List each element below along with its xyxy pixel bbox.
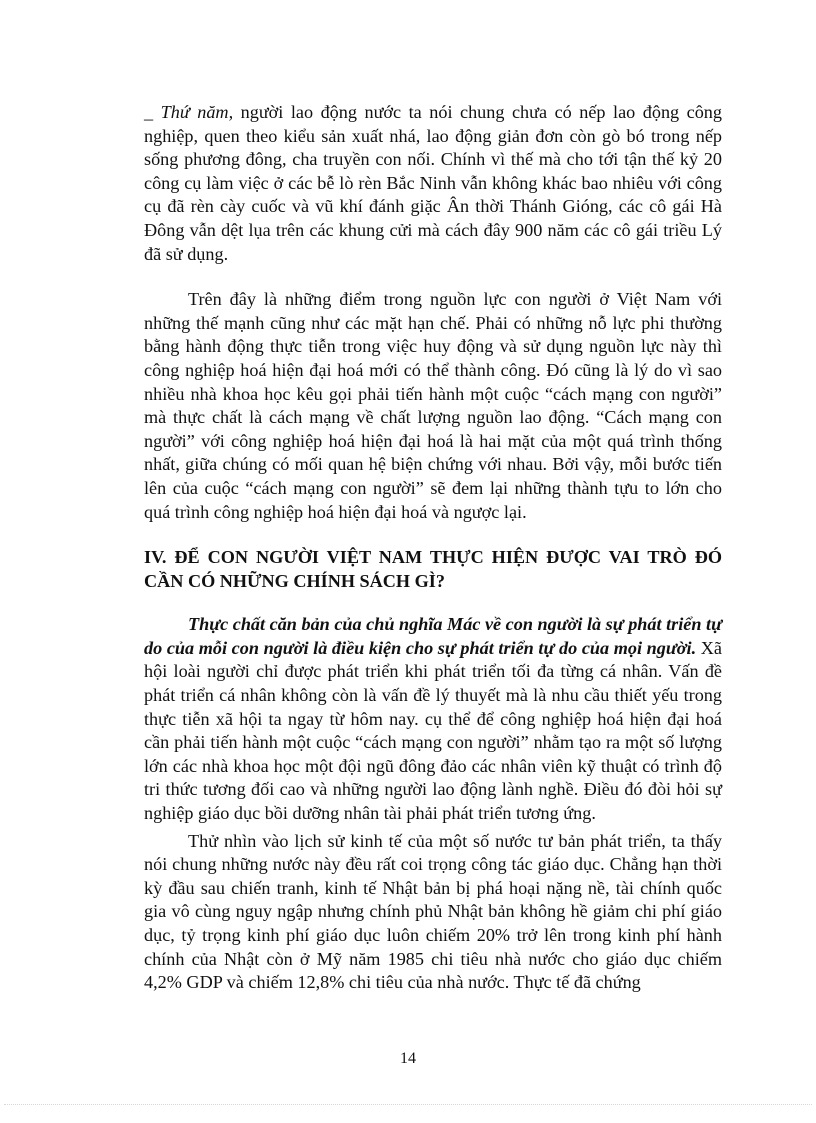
paragraph-marx-thesis xyxy=(144,613,722,825)
section-heading: IV. ĐỂ CON NGƯỜI VIỆT NAM THỰC HIỆN ĐƯỢC VAI TRÒ ĐÓ CẦN CÓ NHỮNG CHÍNH SÁCH GÌ? xyxy=(144,547,722,591)
fifth-point-text: người lao động nước ta nói chung chưa có nếp lao động công nghiệp, quen theo kiểu sản xuất nhá, lao động giản đơn còn gò bó trong nếp sống phương đông, cha truyền con nối. Chính vì thế mà cho tới tận thế kỷ 20 công cụ làm việc ở các bễ lò rèn Bắc Ninh vẫn không khác bao nhiêu với công cụ đã rèn cày cuốc và vũ khí đánh giặc Ân thời Thánh Gióng, các cô gái Hà Đông vẫn dệt lụa trên các khung cửi mà cách đây 900 năm các cô gái triều Lý đã sử dụng. xyxy=(144,102,722,264)
paragraph-economic-history: Thử nhìn vào lịch sử kinh tế của một số nước tư bản phát triển, ta thấy nói chung những nước này đều rất coi trọng công tác giáo dục. Chẳng hạn thời kỳ đầu sau chiến tranh, kinh tế Nhật bản bị phá hoại nặng nề, tài chính quốc gia vô cùng nguy ngập nhưng chính phủ Nhật bản không hề giảm chi phí giáo dục, tỷ trọng kinh phí giáo dục luôn chiếm 20% trở lên trong kinh phí hành chính của Nhật còn ở Mỹ năm 1985 chi tiêu nhà nước cho giáo dục chiếm 4,2% GDP và chiếm 12,8% chi tiêu của nhà nước. Thực tế đã chứng xyxy=(144,830,722,993)
marx-thesis-emphasis: Thực chất căn bản của chủ nghĩa Mác về con người là sự phát triển tự do của mỗi con người là điều kiện cho sự phát triển tự do của mọi người. xyxy=(144,614,722,658)
paragraph-summary: Trên đây là những điểm trong nguồn lực con người ở Việt Nam với những thế mạnh cũng như các mặt hạn chế. Phải có những nỗ lực phi thường bằng hành động thực tiễn trong việc huy động và sử dụng nguồn lực này thì công nghiệp hoá hiện đại hoá mới có thể thành công. Đó cũng là lý do vì sao nhiều nhà khoa học kêu gọi phải tiến hành một cuộc “cách mạng con người” mà thực chất là cách mạng về chất lượng nguồn lao động. “Cách mạng con người” với công nghiệp hoá hiện đại hoá là hai mặt của một quá trình thống nhất, giữa chúng có mối quan hệ biện chứng với nhau. Bởi vậy, mỗi bước tiến lên của cuộc “cách mạng con người” sẽ đem lại những thành tựu to lớn cho quá trình công nghiệp hoá hiện đại hoá và ngược lại. xyxy=(144,289,722,522)
page-body xyxy=(144,101,722,995)
fifth-point-label: Thứ năm, xyxy=(160,102,234,122)
dash-lead: _ xyxy=(144,102,161,122)
page-number: 14 xyxy=(400,1050,416,1067)
page-bottom-rule xyxy=(4,1104,812,1105)
marx-thesis-text: Xã hội loài người chỉ được phát triển khi phát triển tối đa từng cá nhân. Vấn đề phát triển cá nhân không còn là vấn đề lý thuyết mà là nhu cầu thiết yếu trong thực tiễn xã hội ta ngay từ hôm nay. cụ thể để công nghiệp hoá hiện đại hoá cần phải tiến hành một cuộc “cách mạng con người” nhằm tạo ra một số lượng lớn các nhà khoa học một đội ngũ đông đảo các nhân viên kỹ thuật có trình độ tri thức tương đối cao và những người lao động lành nghề. Điều đó đòi hỏi sự nghiệp giáo dục bồi dưỡng nhân tài phải phát triển tương ứng. xyxy=(144,637,723,824)
paragraph-fifth-point xyxy=(144,101,722,266)
